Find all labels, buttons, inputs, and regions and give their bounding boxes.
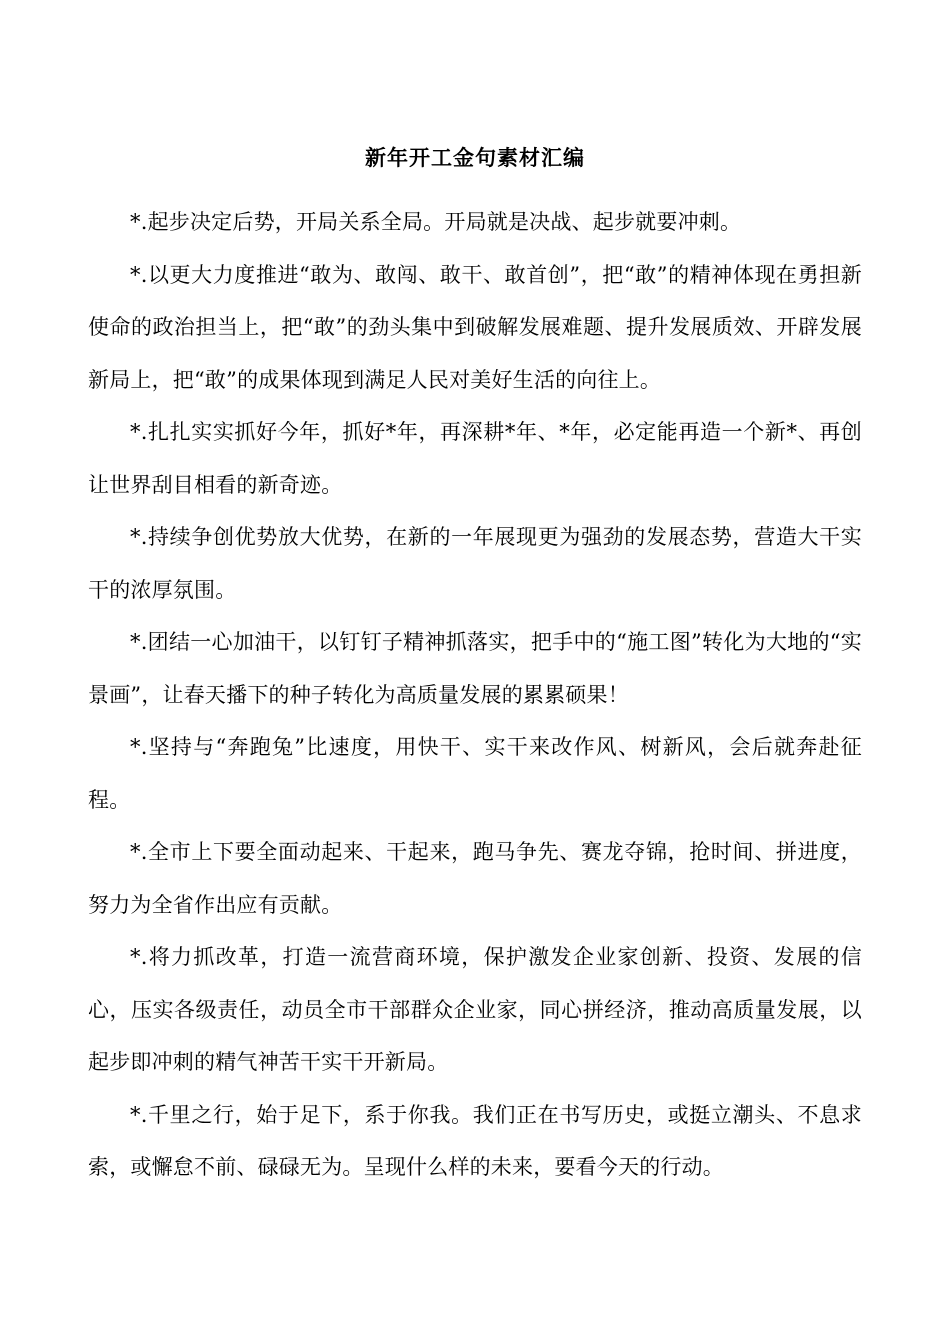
paragraph-3: *.扎扎实实抓好今年，抓好*年，再深耕*年、*年，必定能再造一个新*、再创让世界刮目相看的新奇迹。 <box>88 420 862 497</box>
paragraph-7: *.全市上下要全面动起来、干起来，跑马争先、赛龙夺锦，抢时间、拼进度，努力为全省作出应有贡献。 <box>88 840 862 917</box>
paragraph-4: *.持续争创优势放大优势，在新的一年展现更为强劲的发展态势，营造大干实干的浓厚氛围。 <box>88 525 862 602</box>
paragraph-5: *.团结一心加油干，以钉钉子精神抓落实，把手中的“施工图”转化为大地的“实景画”，让春天播下的种子转化为高质量发展的累累硕果！ <box>88 630 862 707</box>
document-body <box>88 196 862 1194</box>
paragraph-8: *.将力抓改革，打造一流营商环境，保护激发企业家创新、投资、发展的信心，压实各级责任，动员全市干部群众企业家，同心拼经济，推动高质量发展，以起步即冲刺的精气神苦干实干开新局。 <box>88 945 862 1074</box>
paragraph-9: *.千里之行，始于足下，系于你我。我们正在书写历史，或挺立潮头、不息求索，或懈怠不前、碌碌无为。呈现什么样的未来，要看今天的行动。 <box>88 1102 862 1179</box>
paragraph-2: *.以更大力度推进“敢为、敢闯、敢干、敢首创”，把“敢”的精神体现在勇担新使命的政治担当上，把“敢”的劲头集中到破解发展难题、提升发展质效、开辟发展新局上，把“敢”的成果体现到满足人民对美好生活的向往上。 <box>88 262 862 392</box>
paragraph-1: *.起步决定后势，开局关系全局。开局就是决战、起步就要冲刺。 <box>130 210 742 234</box>
paragraph-6: *.坚持与“奔跑兔”比速度，用快干、实干来改作风、树新风，会后就奔赴征程。 <box>88 735 862 812</box>
document-title: 新年开工金句素材汇编 <box>365 145 585 170</box>
